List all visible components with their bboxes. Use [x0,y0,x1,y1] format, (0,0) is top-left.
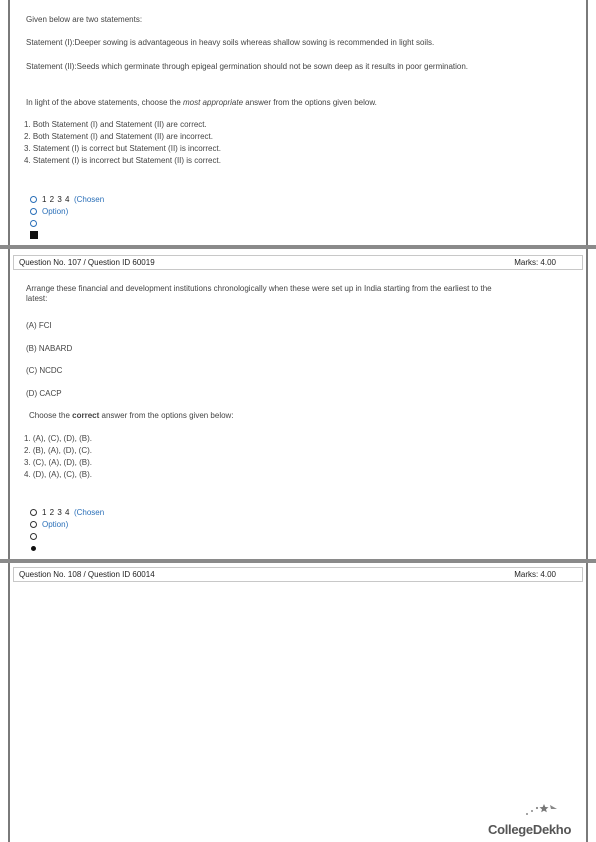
stars-logo-icon [524,803,560,817]
q107-answer-row-1[interactable] [30,506,104,518]
q107-answer-row-3[interactable] [30,530,104,542]
radio-icon[interactable] [30,196,37,203]
q107-item-a: (A) FCI [26,321,52,330]
q106-answer-numbers: 1 2 3 4 [42,194,70,204]
q106-statement-1: Statement (I):Deeper sowing is advantageous in heavy soils whereas shallow sowing is recommended in light soils. [26,38,435,47]
selected-square-icon[interactable] [30,231,38,239]
q106-answer-row-1[interactable] [30,193,104,205]
q107-item-d: (D) CACP [26,389,62,398]
radio-icon[interactable] [30,521,37,528]
q106-prompt [26,98,377,108]
watermark-brand: CollegeDekho [488,822,572,837]
q106-option-1: 1. Both Statement (I) and Statement (II) are correct. [24,120,207,129]
q106-chosen-label: (Chosen [73,194,105,204]
radio-selected-icon[interactable] [31,546,36,551]
q106-option-2: 2. Both Statement (I) and Statement (II) are incorrect. [24,132,213,141]
question-divider [0,559,596,563]
q107-prompt-pre: Choose the [29,411,73,420]
q106-statement-2: Statement (II):Seeds which germinate through epigeal germination should not be sown deep as it results in poor germination. [26,62,469,71]
q106-answer-row-3[interactable] [30,217,104,229]
q107-option-label: Option) [42,519,69,529]
q107-answer-numbers: 1 2 3 4 [42,507,70,517]
q107-item-c: (C) NCDC [26,366,63,375]
q106-answer-row-4[interactable] [30,229,104,241]
q107-answer-row-4[interactable] [30,542,104,554]
question-divider [0,245,596,249]
q107-answer-block [30,506,104,554]
q108-header: Question No. 108 / Question ID 60014 [19,570,155,579]
q106-option-4: 4. Statement (I) is incorrect but Statement (II) is correct. [24,156,221,165]
q107-option-4: 4. (D), (A), (C), (B). [24,470,92,479]
q106-intro: Given below are two statements: [26,15,143,24]
q107-header-bar [13,255,583,270]
q107-item-b: (B) NABARD [26,344,73,353]
q107-prompt-post: answer from the options given below: [99,411,234,420]
q107-answer-row-2[interactable] [30,518,104,530]
q107-stem: Arrange these financial and development institutions chronologically when these were set up in India starting from the earliest to the latest: [26,284,492,303]
radio-icon[interactable] [30,509,37,516]
q106-prompt-post: answer from the options given below. [243,98,377,107]
q106-option-label: Option) [42,206,69,216]
collegedekho-logo [488,803,572,837]
q106-option-3: 3. Statement (I) is correct but Statement (II) is incorrect. [24,144,221,153]
q107-chosen-label: (Chosen [73,507,105,517]
q106-prompt-emphasis: most appropriate [183,98,244,107]
radio-icon[interactable] [30,208,37,215]
q107-option-2: 2. (B), (A), (D), (C). [24,446,92,455]
q107-marks: Marks: 4.00 [514,258,556,267]
q107-option-3: 3. (C), (A), (D), (B). [24,458,92,467]
q107-prompt-bold: correct [72,411,100,420]
q106-answer-row-2[interactable] [30,205,104,217]
q107-option-1: 1. (A), (C), (D), (B). [24,434,92,443]
q107-prompt [29,411,234,421]
q108-marks: Marks: 4.00 [514,570,556,579]
q106-prompt-pre: In light of the above statements, choose the [26,98,183,107]
q108-header-bar [13,567,583,582]
radio-icon[interactable] [30,220,37,227]
q107-header: Question No. 107 / Question ID 60019 [19,258,155,267]
radio-icon[interactable] [30,533,37,540]
q106-answer-block [30,193,104,241]
